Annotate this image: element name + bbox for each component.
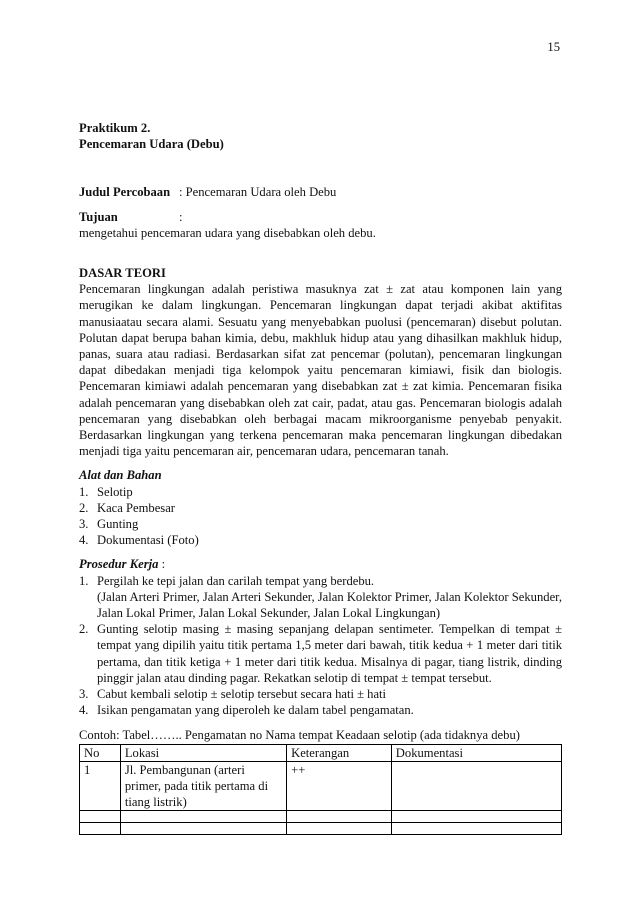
list-item: 4. Dokumentasi (Foto) [79,533,199,548]
table-header-row [80,744,562,761]
judul-value: : Pencemaran Udara oleh Debu [179,185,337,200]
prosedur-colon: : [158,557,166,572]
list-item: 1. Pergilah ke tepi jalan dan carilah tempat yang berdebu. (Jalan Arteri Primer, Jalan Arteri Sekunder, Jalan Kolektor Primer, Jalan Kolektor Sekunder, Jalan Lokal Primer, Jalan Lokal Sekunder, Jalan Lokal Lingkungan) [79,573,562,621]
header-keterangan: Keterangan [287,744,392,761]
page-number: 15 [547,40,560,54]
table-caption: Contoh: Tabel…….. Pengamatan no Nama tempat Keadaan selotip (ada tidaknya debu) [79,727,520,742]
table-row [80,810,562,822]
list-item: 1. Selotip [79,484,133,499]
observation-table [79,744,562,835]
practicum-number: Praktikum 2. [79,121,151,135]
header-no: No [80,744,121,761]
tujuan-value: mengetahui pencemaran udara yang disebabkan oleh debu. [79,225,376,240]
cell-no: 1 [80,761,121,810]
dasar-teori-title: DASAR TEORI [79,266,166,281]
table-row [80,822,562,834]
header-lokasi: Lokasi [120,744,286,761]
dasar-teori-body: Pencemaran lingkungan adalah peristiwa masuknya zat ± zat atau komponen lain yang merugikan ke dalam lingkungan. Pencemaran lingkungan dapat terjadi akibat aktifitas manusiaatau secara alami. Sesuatu yang menyebabkan puolusi (pencemaran) disebut polutan. Polutan dapat berupa bahan kimia, debu, makhluk hidup atau yang dihasilkan makhluk hidup, panas, suara atau radiasi. Berdasarkan sifat zat pencemar (polutan), pencemaran lingkungan dapat dibedakan menjadi tiga kelompok yaitu pencemaran kimiawi, fisik dan biologis. Pencemaran kimiawi adalah pencemaran yang disebabkan zat ± zat kimia. Pencemaran fisika adalah pencemaran yang disebabkan oleh zat cair, padat, atau gas. Pencemaran biologis adalah pencemaran yang disebabkan oleh berbagai macam mikroorganisme penyebab penyakit. Berdasarkan lingkungan yang terkena pencemaran maka pencemaran lingkungan dibedakan menjadi tiga yaitu pencemaran air, pencemaran udara, pencemaran tanah. [79,282,562,459]
list-item: 3. Cabut kembali selotip ± selotip tersebut secara hati ± hati [79,687,387,702]
document-content [79,120,562,835]
judul-row [79,184,562,200]
practicum-title: Pencemaran Udara (Debu) [79,137,224,152]
prosedur-sub: (Jalan Arteri Primer, Jalan Arteri Sekunder, Jalan Kolektor Primer, Jalan Kolektor Sekunder, Jalan Lokal Primer, Jalan Lokal Sekunder, Jalan Lokal Lingkungan) [97,589,562,621]
judul-label: Judul Percobaan [79,185,171,200]
list-item: 2. Gunting selotip masing ± masing sepanjang delapan sentimeter. Tempelkan di tempat ± tempat yang dipilih yaitu titik pertama 1,5 meter dari bawah, titik kedua + 1 meter dari titik pertama, dan titik ketiga + 1 meter dari titik kedua. Misalnya di pagar, tiang listrik, dinding pinggir jalan atau dinding pagar. Rekatkan selotip di tempat ± tempat tersebut. [79,622,562,685]
cell-lokasi: Jl. Pembangunan (arteri primer, pada titik pertama di tiang listrik) [120,761,286,810]
table-row [80,761,562,810]
alat-bahan-list [79,484,562,549]
tujuan-row [79,209,562,225]
tujuan-label: Tujuan [79,209,118,224]
list-item: 3. Gunting [79,517,139,532]
header-dokumentasi: Dokumentasi [391,744,561,761]
alat-bahan-title: Alat dan Bahan [79,468,162,483]
tujuan-colon: : [179,209,183,224]
prosedur-title: Prosedur Kerja [79,557,159,572]
cell-dokumentasi [391,761,561,810]
prosedur-list [79,573,562,719]
list-item: 4. Isikan pengamatan yang diperoleh ke dalam tabel pengamatan. [79,703,414,718]
list-item: 2. Kaca Pembesar [79,500,175,515]
cell-keterangan: ++ [287,761,392,810]
prosedur-heading [79,556,562,572]
